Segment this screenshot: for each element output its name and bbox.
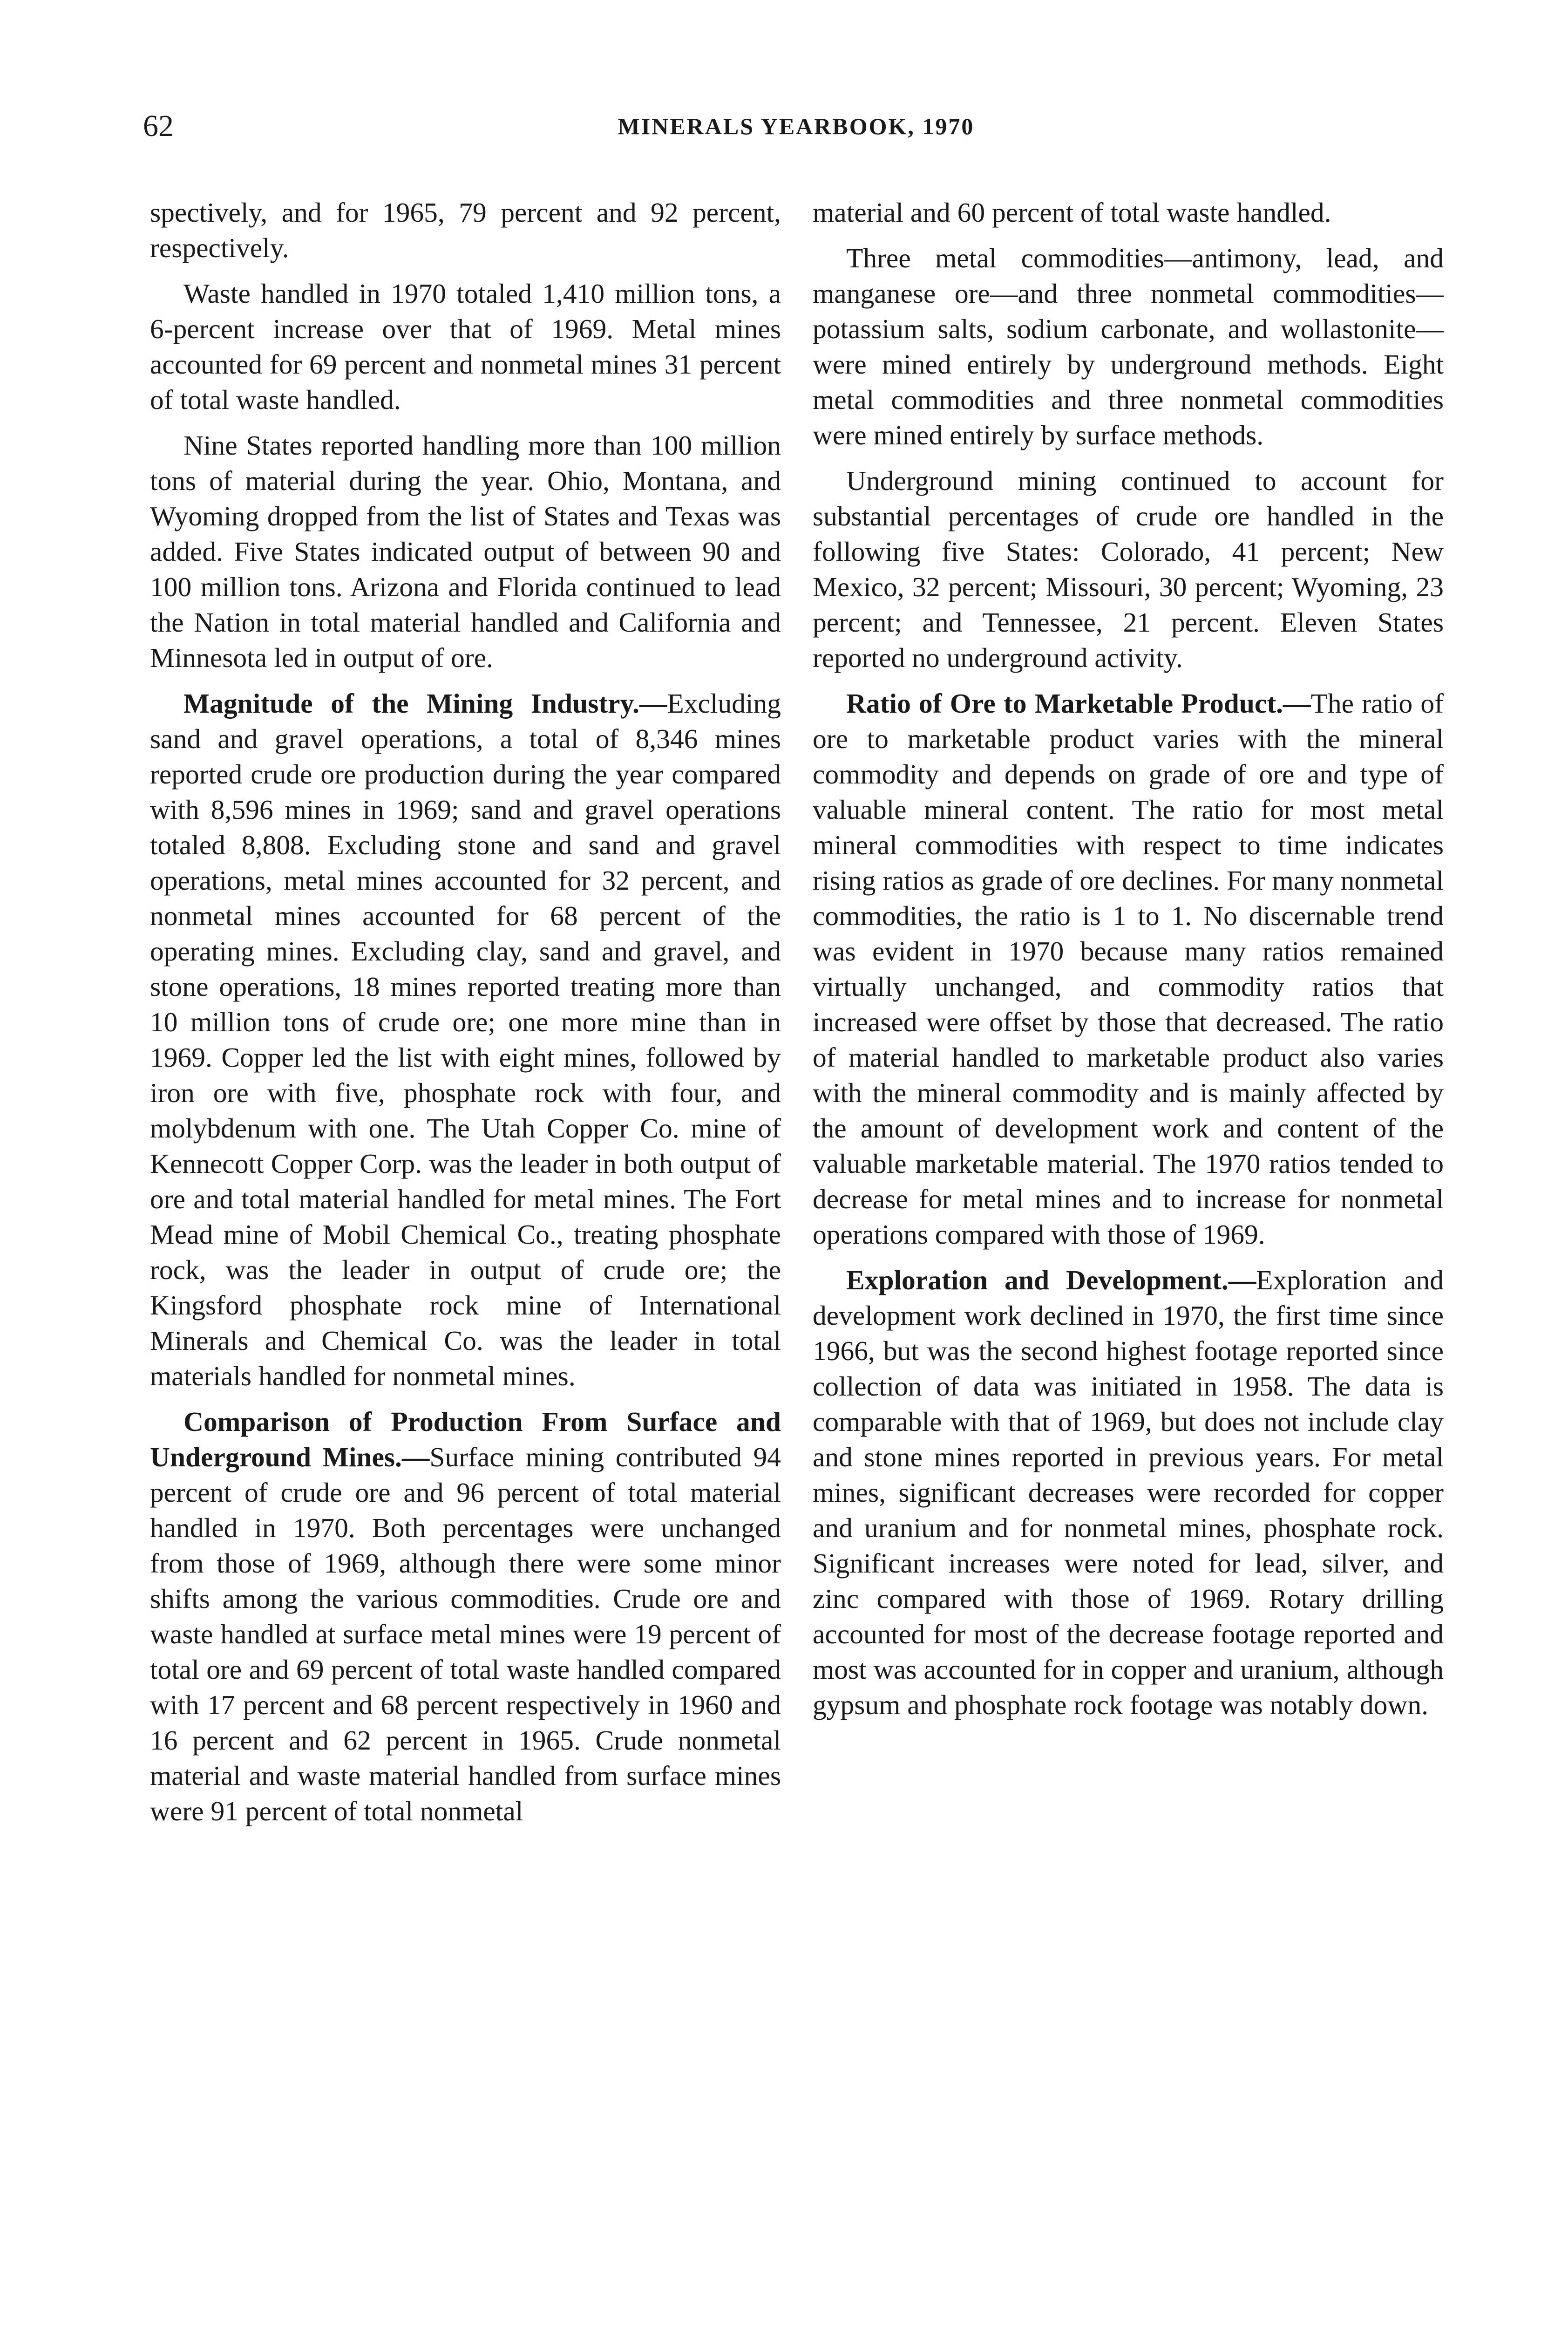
paragraph-text: material and 60 percent of total waste handled.: [813, 197, 1331, 228]
paragraph: [150, 276, 781, 417]
paragraph-text: Underground mining continued to account for substantial percentages of crude ore handled in the following five States: Colorado, 41 percent; New Mexico, 32 percent; Missouri, 30 percent; Wyoming, 23 percent; and Tennessee, 21 percent. Eleven States reported no underground activity.: [813, 465, 1444, 673]
paragraph: [150, 195, 781, 266]
section-heading: Ratio of Ore to Marketable Product.—: [846, 688, 1311, 719]
paragraph-text: Excluding sand and gravel operations, a total of 8,346 mines reported crude ore production during the year compared with 8,596 mines in 1969; sand and gravel operations totaled 8,808. Excluding stone and sand and gravel operations, metal mines accounted for 32 percent, and nonmetal mines accounted for 68 percent of the operating mines. Excluding clay, sand and gravel, and stone operations, 18 mines reported treating more than 10 million tons of crude ore; one more mine than in 1969. Copper led the list with eight mines, followed by iron ore with five, phosphate rock with four, and molybdenum with one. The Utah Copper Co. mine of Kennecott Copper Corp. was the leader in both output of ore and total material handled for metal mines. The Fort Mead mine of Mobil Chemical Co., treating phosphate rock, was the leader in output of crude ore; the Kingsford phosphate rock mine of International Minerals and Chemical Co. was the leader in total materials handled for nonmetal mines.: [150, 688, 781, 1391]
paragraph-text: The ratio of ore to marketable product varies with the mineral commodity and depends on grade of ore and type of valuable mineral content. The ratio for most metal mineral commodities with respect to time indicates rising ratios as grade of ore declines. For many nonmetal commodities, the ratio is 1 to 1. No discernable trend was evident in 1970 because many ratios remained virtually unchanged, and commodity ratios that increased were offset by those that decreased. The ratio of material handled to marketable product also varies with the mineral commodity and is mainly affected by the amount of development work and content of the valuable marketable material. The 1970 ratios tended to decrease for metal mines and to increase for nonmetal operations compared with those of 1969.: [813, 688, 1444, 1250]
paragraph: [813, 686, 1444, 1252]
paragraph: [813, 1262, 1444, 1723]
paragraph-text: Waste handled in 1970 totaled 1,410 million tons, a 6-percent increase over that of 1969. Metal mines accounted for 69 percent and nonmetal mines 31 percent of total waste handled.: [150, 278, 781, 415]
section-heading: Exploration and Development.—: [846, 1265, 1256, 1295]
paragraph-text: Exploration and development work declined in 1970, the first time since 1966, but was the second highest footage reported since collection of data was initiated in 1958. The data is comparable with that of 1969, but does not include clay and stone mines reported in previous years. For metal mines, significant decreases were recorded for copper and uranium and for nonmetal mines, phosphate rock. Significant increases were noted for lead, silver, and zinc compared with those of 1969. Rotary drilling accounted for most of the decrease footage reported and most was accounted for in copper and uranium, although gypsum and phosphate rock footage was notably down.: [813, 1265, 1444, 1720]
section-heading: Magnitude of the Mining Industry.—: [183, 688, 667, 719]
running-head: MINERALS YEARBOOK, 1970: [618, 113, 975, 139]
paragraph: [150, 686, 781, 1394]
page-number: 62: [143, 109, 174, 143]
paragraph-text: Nine States reported handling more than 100 million tons of material during the year. Ohio, Montana, and Wyoming dropped from the list of States and Texas was added. Five States indicated output of between 90 and 100 million tons. Arizona and Florida continued to lead the Nation in total material handled and California and Minnesota led in output of ore.: [150, 430, 781, 673]
paragraph-text: Surface mining contributed 94 percent of crude ore and 96 percent of total material handled in 1970. Both percentages were unchanged from those of 1969, although there were some minor shifts among the various commodities. Crude ore and waste handled at surface metal mines were 19 percent of total ore and 69 percent of total waste handled compared with 17 percent and 68 percent respectively in 1960 and 16 percent and 62 percent in 1965. Crude nonmetal material and waste material handled from surface mines were 91 percent of total nonmetal: [150, 1442, 781, 1826]
paragraph: [813, 463, 1444, 675]
page-header: [143, 105, 1449, 147]
paragraph: [150, 1404, 781, 1829]
paragraph: [813, 240, 1444, 453]
section-heading: Comparison of Production From Surface and Underground Mines.—: [150, 1406, 781, 1472]
left-column: [150, 195, 781, 1839]
paragraph: [813, 195, 1444, 230]
paragraph-text: Three metal commodities—antimony, lead, and manganese ore—and three nonmetal commodities—potassium salts, sodium carbonate, and wollastonite—were mined entirely by underground methods. Eight metal commodities and three nonmetal commodities were mined entirely by surface methods.: [813, 243, 1444, 450]
paragraph: [150, 428, 781, 675]
right-column: [813, 195, 1444, 1733]
paragraph-text: spectively, and for 1965, 79 percent and 92 percent, respectively.: [150, 197, 781, 263]
